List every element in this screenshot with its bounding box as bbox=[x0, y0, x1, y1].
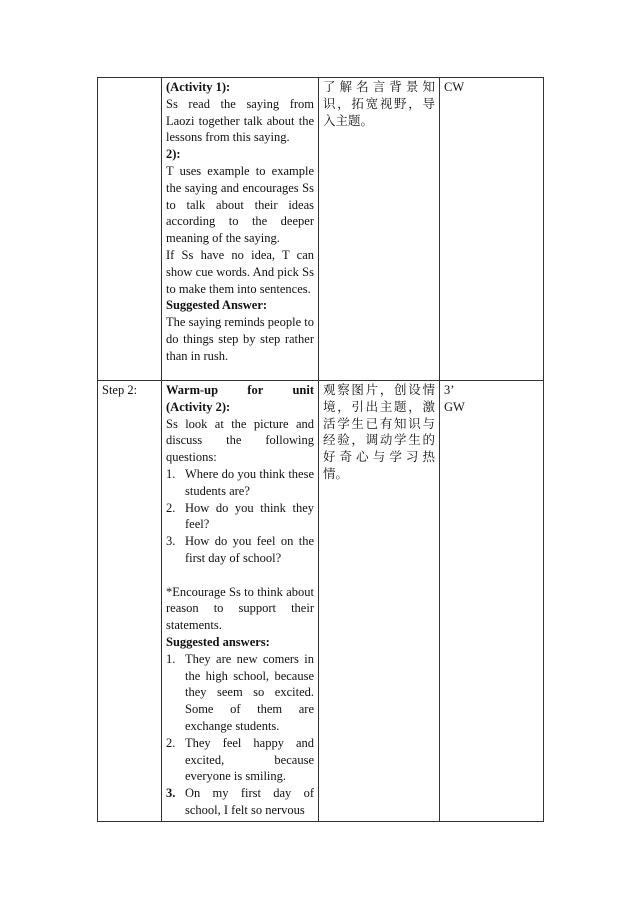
time-mode-cell bbox=[440, 381, 544, 822]
mode-label: CW bbox=[444, 80, 465, 94]
answer-text: The saying reminds people to do things step by step rather than in rush. bbox=[166, 315, 314, 363]
warmup-heading: Warm-up for unit bbox=[166, 383, 314, 397]
part-description: T uses example to example the saying and encourages Ss to talk about their ideas according to the deeper meaning of the saying. bbox=[166, 163, 314, 246]
table-row bbox=[98, 381, 544, 822]
purpose-cell: 观察图片，创设情境，引出主题，激活学生已有知识与经验，调动学生的好奇心与学习热情。 bbox=[319, 381, 440, 822]
blank-line bbox=[166, 567, 314, 584]
activity-description: Ss look at the picture and discuss the following questions: bbox=[166, 416, 314, 465]
table-row bbox=[98, 78, 544, 381]
step-cell bbox=[98, 381, 162, 822]
note-text: *Encourage Ss to think about reason to support their statements. bbox=[166, 584, 314, 633]
answers-label: Suggested answers: bbox=[166, 634, 270, 649]
activity-title: (Activity 2): bbox=[166, 399, 231, 414]
list-item: 1. Where do you think these students are? bbox=[166, 466, 314, 498]
activity-cell bbox=[162, 78, 319, 381]
list-item: 3. How do you feel on the first day of school? bbox=[166, 534, 314, 565]
part-extra: If Ss have no idea, T can show cue words. And pick Ss to make them into sentences. bbox=[166, 247, 314, 296]
time-label: 3’ bbox=[444, 383, 455, 397]
step-label: Step 2: bbox=[102, 383, 138, 397]
activity-description: Ss read the saying from Laozi together talk about the lessons from this saying. bbox=[166, 96, 314, 145]
list-item: 2. How do you think they feel? bbox=[166, 500, 314, 532]
time-mode-cell bbox=[440, 78, 544, 381]
answer-list bbox=[166, 651, 314, 819]
mode-label: GW bbox=[444, 399, 465, 414]
step-cell bbox=[98, 78, 162, 381]
list-item: 2. They feel happy and excited, because everyone is smiling. bbox=[166, 735, 314, 784]
answer-label: Suggested Answer: bbox=[166, 298, 268, 313]
list-item: 1. They are new comers in the high school, because they seem so excited. Some of them are exchange students. bbox=[166, 651, 314, 733]
lesson-plan-table bbox=[97, 77, 544, 822]
part-label: 2): bbox=[166, 147, 181, 162]
list-item: 3. On my first day of school, I felt so nervous bbox=[166, 786, 314, 817]
activity-cell bbox=[162, 381, 319, 822]
purpose-cell: 了解名言背景知识，拓宽视野，导入主题。 bbox=[319, 78, 440, 381]
activity-title: (Activity 1): bbox=[166, 80, 231, 94]
question-list bbox=[166, 466, 314, 567]
